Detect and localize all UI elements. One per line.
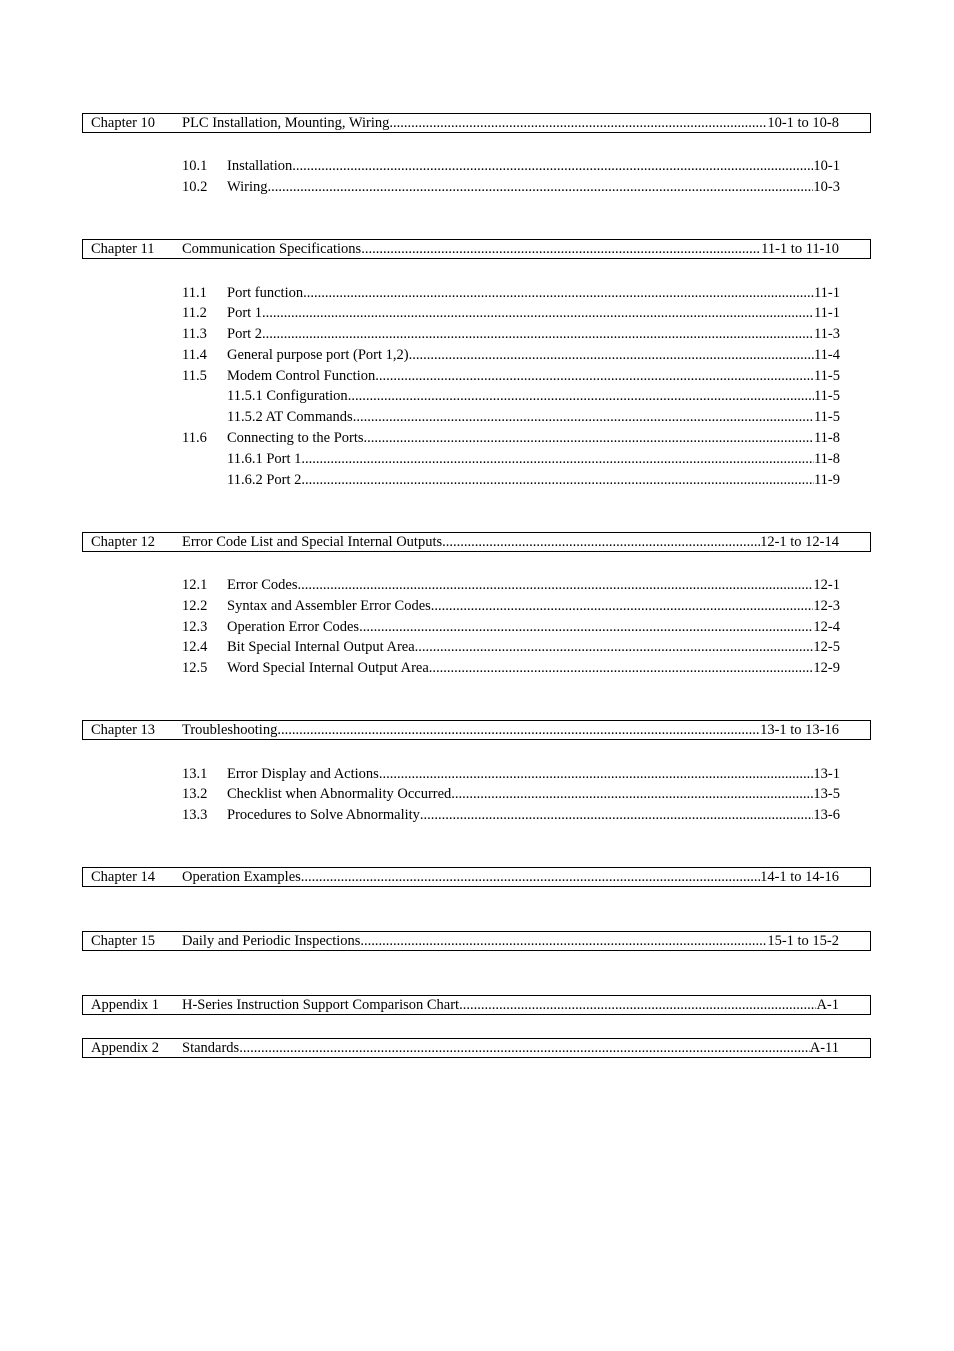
section-number: 12.4 <box>182 639 208 655</box>
section-title: Wiring <box>227 179 268 195</box>
toc-section[interactable] <box>182 765 840 783</box>
section-number: 11.6 <box>182 430 207 446</box>
chapter-label: Chapter 11 <box>91 241 155 257</box>
section-number: 10.1 <box>182 158 208 174</box>
toc-section[interactable] <box>182 157 840 175</box>
toc-section[interactable] <box>182 659 840 677</box>
toc-section[interactable] <box>182 806 840 824</box>
section-number: 12.2 <box>182 598 208 614</box>
section-page: 11-5 <box>813 368 840 384</box>
section-title: Modem Control Function <box>227 368 376 384</box>
section-page: 12-9 <box>813 660 840 676</box>
section-title: 11.5.1 Configuration <box>227 388 348 404</box>
section-page: 11-4 <box>813 347 840 363</box>
chapter-pages: A-11 <box>809 1040 839 1056</box>
section-page: 11-9 <box>813 472 840 488</box>
toc-subsection[interactable] <box>182 450 840 468</box>
section-title: Port function <box>227 285 304 301</box>
chapter-title: H-Series Instruction Support Comparison Chart <box>182 997 460 1013</box>
section-title: 11.6.1 Port 1 <box>227 451 302 467</box>
section-number: 11.1 <box>182 285 207 301</box>
section-title: 11.6.2 Port 2 <box>227 472 302 488</box>
toc-section[interactable] <box>182 429 840 447</box>
chapter-title: Error Code List and Special Internal Outputs <box>182 534 443 550</box>
chapter-title: Communication Specifications <box>182 241 362 257</box>
toc-section[interactable] <box>182 304 840 322</box>
section-title: Word Special Internal Output Area <box>227 660 429 676</box>
toc-subsection[interactable] <box>182 471 840 489</box>
chapter-title: Operation Examples <box>182 869 301 885</box>
chapter-label: Chapter 14 <box>91 869 156 885</box>
section-page: 11-8 <box>813 430 840 446</box>
section-page: 12-3 <box>813 598 840 614</box>
section-page: 12-1 <box>813 577 840 593</box>
chapter-label: Appendix 1 <box>91 997 160 1013</box>
section-title: Installation <box>227 158 293 174</box>
section-page: 11-5 <box>813 388 840 404</box>
section-page: 13-6 <box>813 807 840 823</box>
toc-chapter-15[interactable] <box>82 931 871 951</box>
section-page: 10-1 <box>813 158 840 174</box>
section-page: 11-5 <box>813 409 840 425</box>
section-title: Port 1 <box>227 305 263 321</box>
section-number: 12.1 <box>182 577 208 593</box>
chapter-pages: 10-1 to 10-8 <box>767 115 839 131</box>
toc-section[interactable] <box>182 346 840 364</box>
toc-section[interactable] <box>182 284 840 302</box>
section-page: 11-1 <box>813 305 840 321</box>
section-page: 11-8 <box>813 451 840 467</box>
section-number: 12.5 <box>182 660 208 676</box>
chapter-title: PLC Installation, Mounting, Wiring <box>182 115 390 131</box>
toc-section[interactable] <box>182 785 840 803</box>
toc-appendix-2[interactable] <box>82 1038 871 1058</box>
toc-subsection[interactable] <box>182 408 840 426</box>
toc-chapter-11[interactable] <box>82 239 871 259</box>
section-title: Syntax and Assembler Error Codes <box>227 598 431 614</box>
section-number: 13.1 <box>182 766 208 782</box>
toc-subsection[interactable] <box>182 387 840 405</box>
toc-section[interactable] <box>182 178 840 196</box>
toc-section[interactable] <box>182 367 840 385</box>
chapter-pages: 15-1 to 15-2 <box>767 933 839 949</box>
section-title: Port 2 <box>227 326 263 342</box>
section-page: 11-3 <box>813 326 840 342</box>
section-title: 11.5.2 AT Commands <box>227 409 353 425</box>
chapter-title: Standards <box>182 1040 240 1056</box>
section-title: General purpose port (Port 1,2) <box>227 347 409 363</box>
section-number: 11.2 <box>182 305 207 321</box>
chapter-pages: 12-1 to 12-14 <box>760 534 839 550</box>
toc-appendix-1[interactable] <box>82 995 871 1015</box>
section-number: 10.2 <box>182 179 208 195</box>
toc-section[interactable] <box>182 597 840 615</box>
chapter-pages: 14-1 to 14-16 <box>760 869 839 885</box>
chapter-title: Troubleshooting <box>182 722 278 738</box>
section-number: 11.5 <box>182 368 207 384</box>
section-page: 12-4 <box>813 619 840 635</box>
toc-section[interactable] <box>182 618 840 636</box>
section-title: Checklist when Abnormality Occurred <box>227 786 452 802</box>
section-title: Error Display and Actions <box>227 766 379 782</box>
section-title: Procedures to Solve Abnormality <box>227 807 420 823</box>
toc-chapter-14[interactable] <box>82 867 871 887</box>
section-number: 13.2 <box>182 786 208 802</box>
section-number: 13.3 <box>182 807 208 823</box>
chapter-title: Daily and Periodic Inspections <box>182 933 361 949</box>
section-page: 11-1 <box>813 285 840 301</box>
toc-chapter-10[interactable] <box>82 113 871 133</box>
chapter-label: Chapter 15 <box>91 933 156 949</box>
chapter-label: Chapter 12 <box>91 534 156 550</box>
section-page: 13-1 <box>813 766 840 782</box>
section-title: Error Codes <box>227 577 298 593</box>
section-page: 10-3 <box>813 179 840 195</box>
toc-section[interactable] <box>182 325 840 343</box>
section-number: 11.3 <box>182 326 207 342</box>
section-title: Operation Error Codes <box>227 619 360 635</box>
chapter-pages: 11-1 to 11-10 <box>761 241 839 257</box>
section-title: Connecting to the Ports <box>227 430 364 446</box>
toc-section[interactable] <box>182 576 840 594</box>
chapter-label: Chapter 10 <box>91 115 156 131</box>
section-page: 13-5 <box>813 786 840 802</box>
section-number: 12.3 <box>182 619 208 635</box>
toc-chapter-13[interactable] <box>82 720 871 740</box>
toc-section[interactable] <box>182 638 840 656</box>
toc-chapter-12[interactable] <box>82 532 871 552</box>
section-page: 12-5 <box>813 639 840 655</box>
section-number: 11.4 <box>182 347 207 363</box>
chapter-pages: A-1 <box>816 997 839 1013</box>
chapter-label: Chapter 13 <box>91 722 156 738</box>
chapter-pages: 13-1 to 13-16 <box>760 722 839 738</box>
section-title: Bit Special Internal Output Area <box>227 639 415 655</box>
chapter-label: Appendix 2 <box>91 1040 160 1056</box>
